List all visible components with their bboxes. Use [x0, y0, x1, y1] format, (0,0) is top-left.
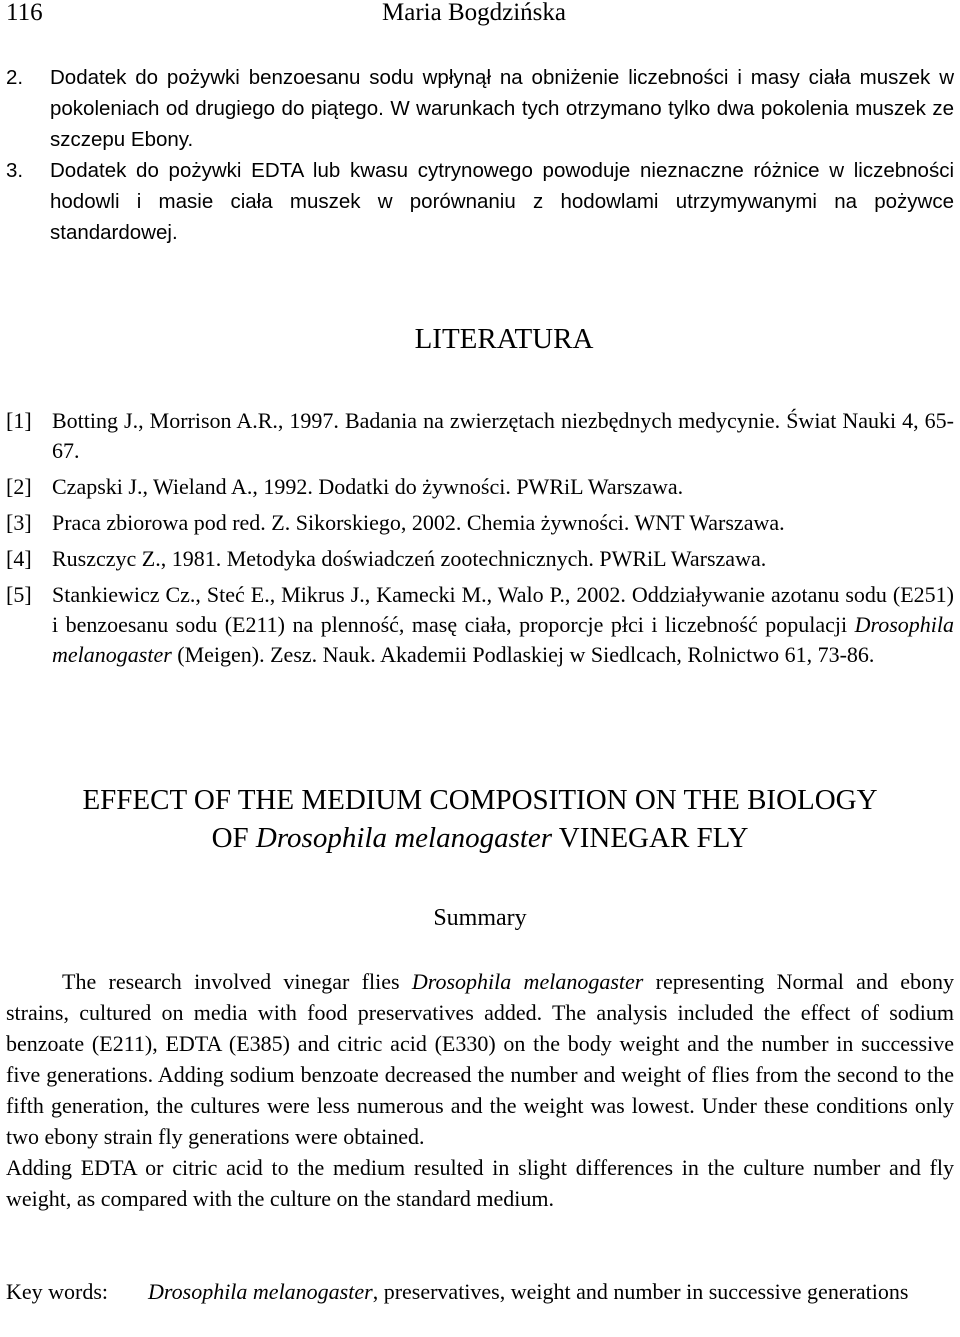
conclusion-item [6, 62, 954, 155]
conclusion-text: Dodatek do pożywki EDTA lub kwasu cytrynowego powoduje nieznaczne różnice w liczebności hodowli i masie ciała muszek w porównaniu z hodowlami utrzymywanymi na pożywce standardowej. [50, 159, 954, 244]
keywords-label: Key words: [6, 1279, 109, 1304]
reference-item [6, 544, 954, 574]
keywords-value [148, 1276, 954, 1307]
english-title [0, 781, 960, 857]
literature-heading: LITERATURA [414, 323, 594, 355]
reference-text: Praca zbiorowa pod red. Z. Sikorskiego, 2002. Chemia żywności. WNT Warszawa. [52, 510, 785, 535]
species-name: Drosophila melanogaster [148, 1279, 373, 1304]
keywords-text: , preservatives, weight and number in successive generations [372, 1279, 909, 1304]
reference-item [6, 580, 954, 670]
reference-text: Czapski J., Wieland A., 1992. Dodatki do żywności. PWRiL Warszawa. [52, 474, 684, 499]
species-name: Drosophila melanogaster [411, 969, 644, 994]
reference-item [6, 406, 954, 466]
summary-paragraph: Adding EDTA or citric acid to the medium resulted in slight differences in the culture number and fly weight, as compared with the culture on the standard medium. [6, 1155, 954, 1211]
reference-number: [3] [6, 510, 32, 535]
title-part: OF [211, 822, 256, 854]
running-header-author: Maria Bogdzińska [382, 0, 566, 26]
reference-item [6, 508, 954, 538]
title-part: VINEGAR FLY [552, 822, 749, 854]
reference-item [6, 472, 954, 502]
summary-text [6, 966, 954, 1214]
reference-text-part: Stankiewicz Cz., Steć E., Mikrus J., Kamecki M., Walo P., 2002. Oddziaływanie azotanu sodu (E251) i benzoesanu sodu (E211) na plenność, masę ciała, proporcje płci i liczebność populacji [52, 582, 954, 637]
reference-number: [1] [6, 408, 32, 433]
species-name: Drosophila melanogaster [52, 612, 954, 667]
reference-text: Botting J., Morrison A.R., 1997. Badania na zwierzętach niezbędnych medycynie. Świat Nauki 4, 65-67. [52, 408, 954, 463]
conclusion-item [6, 155, 954, 248]
page-number: 116 [6, 0, 43, 26]
reference-text-part: (Meigen). Zesz. Nauk. Akademii Podlaskiej w Siedlcach, Rolnictwo 61, 73-86. [171, 642, 875, 667]
reference-text: Ruszczyc Z., 1981. Metodyka doświadczeń zootechnicznych. PWRiL Warszawa. [52, 546, 767, 571]
reference-number: [5] [6, 582, 32, 607]
conclusion-number: 3. [6, 159, 24, 182]
summary-part: representing Normal and ebony strains, cultured on media with food preservatives added. The analysis included the effect of sodium benzoate (E211), EDTA (E385) and citric acid (E330) on the body weight and the number in successive five generations. Adding sodium benzoate decreased the number and weight of flies from the second to the fifth generation, the cultures were less numerous and the weight was lowest. Under these conditions only two ebony strain fly generations were obtained. [6, 969, 955, 1149]
english-title-line: EFFECT OF THE MEDIUM COMPOSITION ON THE BIOLOGY [82, 784, 878, 816]
conclusion-list [6, 62, 954, 248]
reference-text [52, 580, 954, 670]
reference-list [6, 406, 954, 670]
summary-part: The research involved vinegar flies [62, 969, 412, 994]
conclusion-text: Dodatek do pożywki benzoesanu sodu wpłynął na obniżenie liczebności i masy ciała muszek w pokoleniach od drugiego do piątego. W warunkach tych otrzymano tylko dwa pokolenia muszek ze szczepu Ebony. [50, 66, 954, 151]
keywords [6, 1276, 954, 1307]
conclusion-number: 2. [6, 66, 24, 89]
summary-heading: Summary [433, 905, 527, 931]
summary-paragraph [6, 966, 954, 1152]
reference-number: [4] [6, 546, 32, 571]
english-title-line [0, 819, 960, 857]
reference-number: [2] [6, 474, 32, 499]
species-name: Drosophila melanogaster [255, 822, 553, 854]
